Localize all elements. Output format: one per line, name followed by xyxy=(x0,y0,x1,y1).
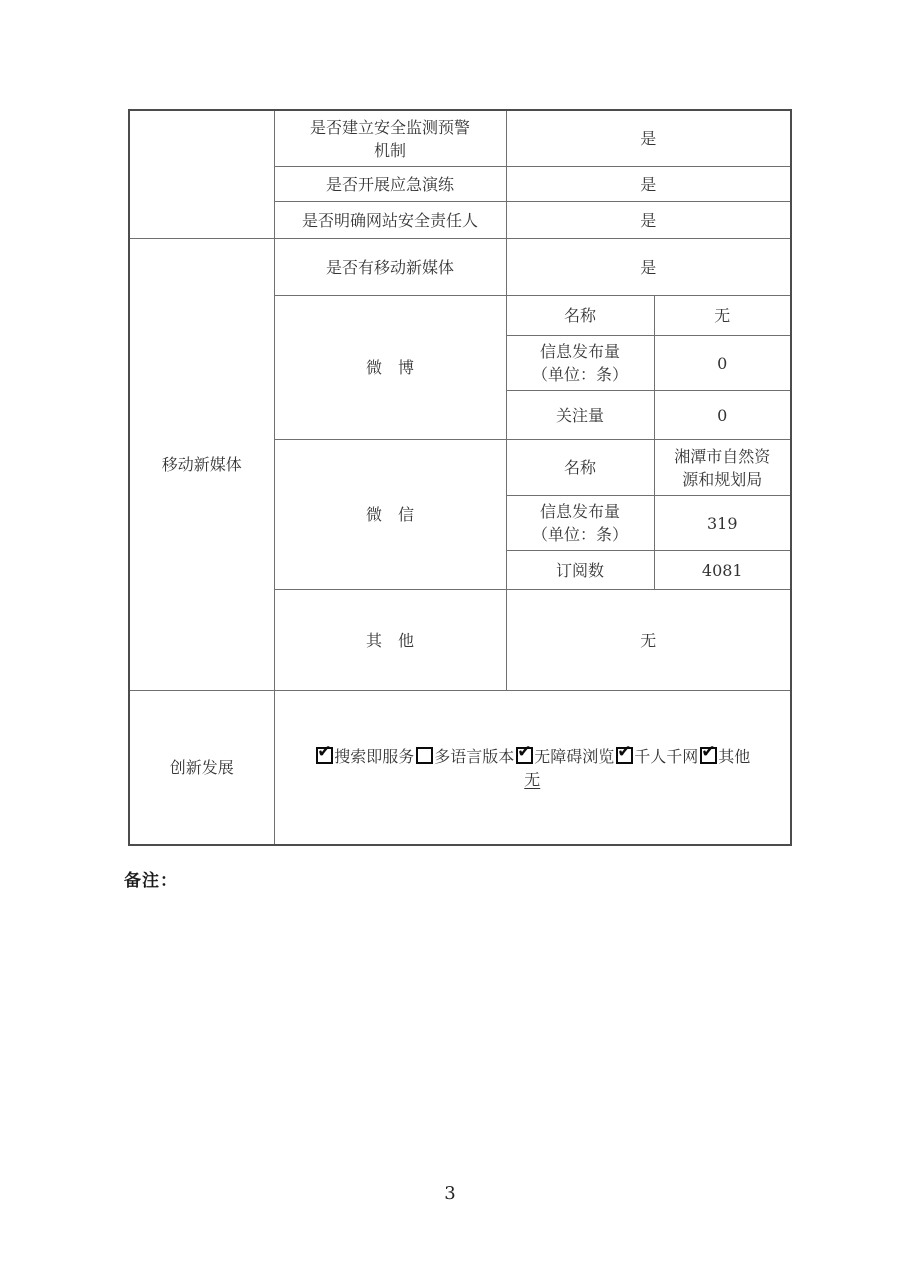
weibo-followers-label: 关注量 xyxy=(506,391,654,440)
security-monitor-value: 是 xyxy=(506,110,791,167)
section-cell-empty xyxy=(129,110,274,239)
checkbox-checked-icon[interactable] xyxy=(316,747,333,764)
table-row xyxy=(129,239,791,296)
innovation-option-accessibility xyxy=(514,747,614,766)
weibo-name-value: 无 xyxy=(654,296,791,336)
weibo-posts-value: 0 xyxy=(654,336,791,391)
weibo-name-label: 名称 xyxy=(506,296,654,336)
section-cell-mobile-media: 移动新媒体 xyxy=(129,239,274,691)
innovation-option-personalized xyxy=(614,747,698,766)
innovation-option-label: 无障碍浏览 xyxy=(534,746,615,766)
section-cell-innovation: 创新发展 xyxy=(129,691,274,846)
table-row xyxy=(129,691,791,846)
wechat-posts-label: 信息发布量 （单位：条） xyxy=(506,496,654,551)
notes-label: 备注： xyxy=(124,871,178,891)
innovation-option-label: 多语言版本 xyxy=(434,746,515,766)
emergency-drill-label: 是否开展应急演练 xyxy=(274,167,506,202)
security-monitor-label: 是否建立安全监测预警 机制 xyxy=(274,110,506,167)
checkbox-checked-icon[interactable] xyxy=(700,747,717,764)
innovation-option-label: 搜索即服务 xyxy=(334,746,415,766)
checkbox-checked-icon[interactable] xyxy=(516,747,533,764)
innovation-other-fill-in: 无 xyxy=(524,769,541,789)
weibo-followers-value: 0 xyxy=(654,391,791,440)
innovation-option-label: 其他 xyxy=(718,746,751,766)
weibo-cell: 微 博 xyxy=(274,296,506,440)
security-responsible-label: 是否明确网站安全责任人 xyxy=(274,202,506,239)
wechat-name-label: 名称 xyxy=(506,440,654,496)
innovation-option-search xyxy=(314,747,414,766)
wechat-cell: 微 信 xyxy=(274,440,506,590)
other-media-label: 其 他 xyxy=(274,590,506,691)
checkbox-unchecked-icon[interactable] xyxy=(416,747,433,764)
emergency-drill-value: 是 xyxy=(506,167,791,202)
table-row xyxy=(129,110,791,167)
has-mobile-media-value: 是 xyxy=(506,239,791,296)
wechat-name-value: 湘潭市自然资 源和规划局 xyxy=(654,440,791,496)
innovation-options-cell xyxy=(274,691,791,846)
has-mobile-media-label: 是否有移动新媒体 xyxy=(274,239,506,296)
other-media-value: 无 xyxy=(506,590,791,691)
security-responsible-value: 是 xyxy=(506,202,791,239)
checkbox-checked-icon[interactable] xyxy=(616,747,633,764)
innovation-option-multilang xyxy=(414,747,514,766)
innovation-option-label: 千人千网 xyxy=(634,746,699,766)
wechat-posts-value: 319 xyxy=(654,496,791,551)
wechat-subscribers-label: 订阅数 xyxy=(506,551,654,590)
page-number: 3 xyxy=(444,1183,456,1204)
wechat-subscribers-value: 4081 xyxy=(654,551,791,590)
website-report-table xyxy=(128,109,792,846)
weibo-posts-label: 信息发布量 （单位：条） xyxy=(506,336,654,391)
innovation-option-other xyxy=(698,747,750,766)
